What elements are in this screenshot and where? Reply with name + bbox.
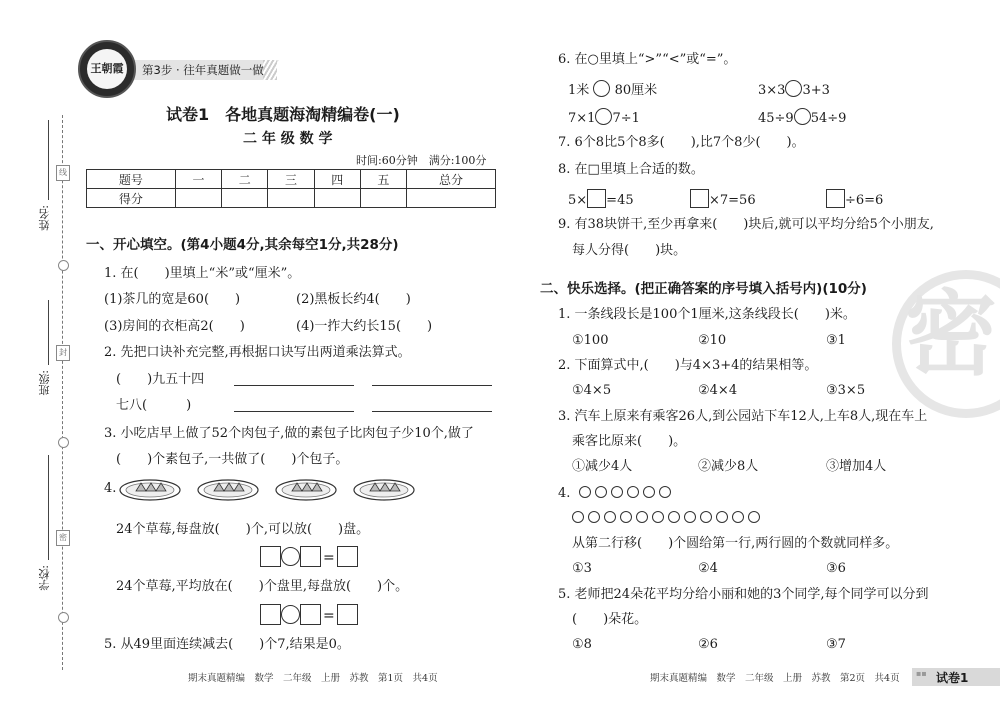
score-header-row	[87, 170, 496, 189]
answer-line[interactable]	[234, 385, 354, 386]
c3-opt-3: ③增加4人	[826, 459, 887, 474]
table-cell: 五	[360, 170, 406, 189]
table-cell: 总分	[407, 170, 496, 189]
c3b: 乘客比原来( )。	[572, 434, 687, 449]
strawberry-plate-icon	[352, 476, 416, 502]
table-cell: 四	[314, 170, 360, 189]
q6-item-2: 3×3 3+3	[758, 80, 830, 99]
q1b: (2)黑板长约4( )	[296, 292, 411, 307]
c2: 2. 下面算式中,( )与4×3+4的结果相等。	[558, 358, 818, 373]
q9b: 每人分得( )块。	[572, 243, 687, 258]
q6-item-1: 1米 80厘米	[568, 80, 657, 99]
q2: 2. 先把口诀补充完整,再根据口诀写出两道乘法算式。	[104, 345, 411, 360]
table-cell: 得分	[87, 189, 176, 208]
c2-opt-1: ①4×5	[572, 383, 612, 398]
c4-opt-2: ②4	[698, 561, 718, 576]
c5b: ( )朵花。	[572, 612, 648, 627]
c3-opt-2: ②减少8人	[698, 459, 759, 474]
c2-opt-2: ②4×4	[698, 383, 738, 398]
c1-opt-1: ①100	[572, 333, 609, 348]
c1-opt-3: ③1	[826, 333, 846, 348]
q3a: 3. 小吃店早上做了52个肉包子,做的素包子比肉包子少10个,做了	[104, 426, 474, 441]
q8-item-1: 5× =45	[568, 189, 634, 209]
q1c: (3)房间的衣柜高2( )	[104, 319, 245, 334]
c2-opt-3: ③3×5	[826, 383, 866, 398]
school-label: 学校:	[38, 565, 51, 591]
seal-mark-seal: 封	[56, 345, 70, 361]
step-label: 第3步 · 往年真题做一做	[142, 63, 264, 77]
step-bar-hatch	[263, 60, 277, 80]
c4-opt-3: ③6	[826, 561, 846, 576]
q6: 6. 在○里填上“>”“<”或“=”。	[558, 52, 737, 67]
score-input-cell[interactable]	[222, 189, 268, 208]
score-value-row	[87, 189, 496, 208]
score-input-cell[interactable]	[360, 189, 406, 208]
score-input-cell[interactable]	[175, 189, 221, 208]
answer-line[interactable]	[372, 385, 492, 386]
section-1-heading: 一、开心填空。(第4小题4分,其余每空1分,共28分)	[86, 237, 399, 253]
section-2-heading: 二、快乐选择。(把正确答案的序号填入括号内)(10分)	[540, 281, 867, 297]
tag-dots: ▪▪	[916, 669, 927, 678]
q7: 7. 6个8比5个8多( ),比7个8少( )。	[558, 135, 805, 150]
score-input-cell[interactable]	[314, 189, 360, 208]
q4b: 24个草莓,平均放在( )个盘里,每盘放( )个。	[116, 579, 409, 594]
table-cell: 二	[222, 170, 268, 189]
name-label: 姓名:	[38, 205, 51, 231]
score-input-cell[interactable]	[407, 189, 496, 208]
table-cell: 三	[268, 170, 314, 189]
c4-circle-row-2	[572, 511, 764, 527]
c5-opt-2: ②6	[698, 637, 718, 652]
exam-subtitle: 二 年 级 数 学	[243, 131, 333, 147]
answer-line[interactable]	[372, 411, 492, 412]
q2a: ( )九五十四	[116, 372, 205, 387]
table-cell: 一	[175, 170, 221, 189]
c5-opt-1: ①8	[572, 637, 592, 652]
binding-hole	[58, 260, 69, 271]
binding-hole	[58, 437, 69, 448]
c1-opt-2: ②10	[698, 333, 727, 348]
binding-dashed-line	[62, 115, 63, 670]
right-footer: 期末真题精编 数学 二年级 上册 苏教 第2页 共4页	[650, 673, 900, 684]
q4: 4.	[104, 481, 117, 496]
time-info: 时间:60分钟 满分:100分	[356, 154, 487, 167]
secret-stamp: 密	[905, 281, 998, 388]
strawberry-plate-icon	[274, 476, 338, 502]
c1: 1. 一条线段长是100个1厘米,这条线段长( )米。	[558, 307, 856, 322]
q6-item-4: 45÷9 54÷9	[758, 108, 846, 127]
c3-opt-1: ①减少4人	[572, 459, 633, 474]
class-label: 班级:	[38, 370, 51, 396]
name-blank	[48, 120, 49, 200]
q6-item-3: 7×1 7÷1	[568, 108, 640, 127]
brand-logo: 王朝霞	[78, 40, 136, 98]
q8-item-2: ×7=56	[690, 189, 756, 209]
q2b: 七八( )	[116, 398, 192, 413]
exam-title: 试卷1 各地真题海淘精编卷(一)	[166, 105, 400, 124]
score-input-cell[interactable]	[268, 189, 314, 208]
q1: 1. 在( )里填上“米”或“厘米”。	[104, 266, 301, 281]
equation-boxes[interactable]: =	[260, 546, 358, 567]
c5-opt-3: ③7	[826, 637, 846, 652]
school-blank	[48, 455, 49, 560]
seal-mark-secret: 密	[56, 530, 70, 546]
c4-text: 从第二行移( )个圆给第一行,两行圆的个数就同样多。	[572, 536, 899, 551]
q3b: ( )个素包子,一共做了( )个包子。	[116, 452, 349, 467]
strawberry-plate-icon	[118, 476, 182, 502]
seal-mark-line: 线	[56, 165, 70, 181]
left-footer: 期末真题精编 数学 二年级 上册 苏教 第1页 共4页	[188, 673, 438, 684]
binding-hole	[58, 612, 69, 623]
strawberry-plate-icon	[196, 476, 260, 502]
equation-boxes[interactable]: =	[260, 604, 358, 625]
table-cell: 题号	[87, 170, 176, 189]
c3a: 3. 汽车上原来有乘客26人,到公园站下车12人,上车8人,现在车上	[558, 409, 928, 424]
q5: 5. 从49里面连续减去( )个7,结果是0。	[104, 637, 350, 652]
exam-tag: 试卷1	[936, 671, 969, 685]
c4-opt-1: ①3	[572, 561, 592, 576]
q4a: 24个草莓,每盘放( )个,可以放( )盘。	[116, 522, 370, 537]
q1a: (1)茶几的宽是60( )	[104, 292, 241, 307]
score-table	[86, 169, 496, 208]
c4: 4.	[558, 486, 675, 502]
answer-line[interactable]	[234, 411, 354, 412]
q1d: (4)一拃大约长15( )	[296, 319, 433, 334]
q9a: 9. 有38块饼干,至少再拿来( )块后,就可以平均分给5个小朋友,	[558, 217, 934, 232]
q8-item-3: ÷6=6	[826, 189, 883, 209]
class-blank	[48, 300, 49, 365]
q8: 8. 在□里填上合适的数。	[558, 162, 704, 177]
c5a: 5. 老师把24朵花平均分给小丽和她的3个同学,每个同学可以分到	[558, 587, 929, 602]
